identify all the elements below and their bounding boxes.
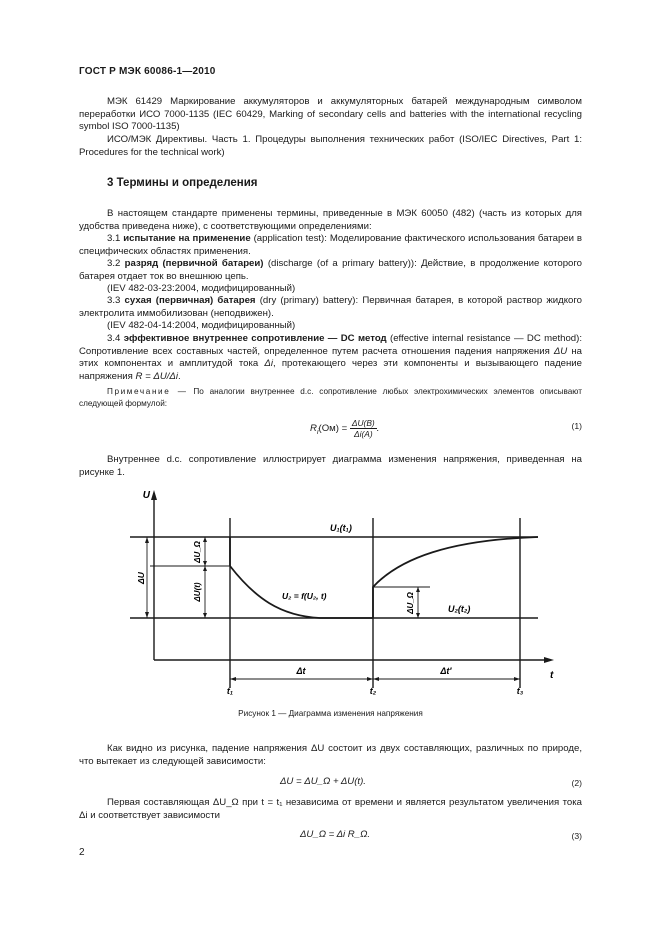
axis-y-label: U	[142, 490, 150, 501]
equation-2: ΔU = ΔU_Ω + ΔU(t).	[280, 776, 366, 787]
term-3-2-ref: (IEV 482-03-23:2004, модифицированный)	[107, 283, 296, 294]
document-header: ГОСТ Р МЭК 60086-1—2010	[79, 66, 216, 77]
note	[79, 386, 582, 410]
eq3-number: (3)	[571, 831, 582, 841]
figure-intro: Внутреннее d.c. сопротивление иллюстрирует диаграмма изменения напряжения, приведенная на рисунке 1.	[79, 454, 582, 478]
tick-t3: t₃	[516, 686, 524, 696]
equation-3: ΔU_Ω = Δi R_Ω.	[300, 829, 371, 840]
term-3-4-formula: R = ΔU/Δi	[135, 370, 178, 382]
eq1-denominator: Δi(A)	[353, 429, 373, 439]
ref-iec61429: МЭК 61429 Маркирование аккумуляторов и аккумуляторных батарей международным символом переработки ИСО 7000-1135 (IEC 60429, Marking of secondary cells and batteries with the international recycling symbol ISO 7000-1135)	[79, 96, 582, 133]
label-u2: U₂ = f(U₂, t)	[282, 591, 327, 601]
term-3-3-text: (dry (primary) battery): Первичная батарея, в которой раствор жидкого электролита иммобилизован (неподвижен).	[79, 295, 582, 319]
term-3-1	[79, 233, 582, 258]
label-duo2: ΔU_Ω	[406, 592, 415, 614]
term-3-4-di: Δi	[264, 358, 273, 370]
eq1-numerator: ΔU(B)	[351, 418, 375, 428]
term-3-4	[79, 333, 582, 383]
term-3-4-text-g: .	[178, 370, 181, 382]
after-paragraph-2: Первая составляющая ΔU_Ω при t = t₁ независима от времени и является результатом увеличения тока Δi и соответствует зависимости	[79, 797, 582, 821]
label-duo: ΔU_Ω	[193, 541, 202, 563]
term-3-2	[79, 258, 582, 283]
eq2-number: (2)	[571, 778, 582, 788]
eq1-lhs: R	[310, 423, 317, 435]
y-axis-arrow	[151, 490, 157, 500]
axis-x-label: t	[550, 670, 554, 681]
tick-t2: t₂	[369, 686, 377, 696]
label-dut: ΔU(t)	[193, 582, 202, 602]
label-dt2: Δt′	[440, 666, 452, 676]
term-3-4-text-c: на этих компонентах и амплитудой тока	[79, 345, 582, 370]
term-3-2-name: разряд (первичной батареи)	[124, 258, 264, 269]
term-3-1-name: испытание на применение	[123, 233, 251, 244]
term-3-2-text: (discharge (of a primary battery)): Действие, в продолжение которого батарея отдает ток во внешнюю цепь.	[79, 258, 583, 282]
term-3-1-text: (application test): Моделирование фактического использования батареи в специфических областях применения.	[79, 233, 582, 257]
term-3-3-name: сухая (первичная) батарея	[124, 295, 256, 306]
eq1-tail: .	[376, 423, 380, 435]
discharge-curve	[230, 537, 373, 618]
eq1-fraction	[350, 418, 377, 439]
equation-1	[310, 418, 379, 439]
section-heading: 3 Термины и определения	[107, 177, 258, 189]
term-3-3-num: 3.3	[107, 295, 121, 306]
figure-caption: Рисунок 1 — Диаграмма изменения напряжения	[238, 709, 423, 718]
eq1-lhs-sub: i	[316, 428, 319, 436]
ref-iso-directives: ИСО/МЭК Директивы. Часть 1. Процедуры выполнения технических работ (ISO/IEC Directives, Part 1: Procedures for the technical work)	[79, 134, 582, 158]
eq1-unit: (Ом) =	[318, 423, 348, 435]
x-axis-arrow	[544, 657, 554, 663]
voltage-diagram	[130, 488, 560, 698]
tick-t1: t₁	[226, 686, 234, 696]
label-u1: U₁(t₁)	[330, 523, 352, 533]
term-3-2-num: 3.2	[107, 258, 121, 269]
term-3-3	[79, 295, 582, 320]
label-du: ΔU	[136, 572, 146, 584]
page-number: 2	[79, 847, 85, 858]
term-3-1-num: 3.1	[107, 233, 121, 244]
term-3-4-num: 3.4	[107, 333, 121, 344]
after-paragraph-1: Как видно из рисунка, падение напряжения ΔU состоит из двух составляющих, различных по природе, что вытекает из следующей зависимости:	[79, 743, 582, 767]
label-dt: Δt	[296, 666, 306, 676]
term-3-4-text-a: (effective internal resistance — DC method): Сопротивление всех составных частей, определенное путем расчета отношения падения напряжения	[79, 333, 582, 357]
term-3-3-ref: (IEV 482-04-14:2004, модифицированный)	[107, 320, 296, 331]
term-3-4-du: ΔU	[553, 345, 568, 357]
term-3-4-text-e: , протекающего через эти компоненты и вызывающего падение напряжения	[79, 358, 582, 382]
note-label: Примечание —	[107, 387, 188, 396]
label-u2t2: U₂(t₂)	[448, 604, 471, 614]
eq1-number: (1)	[571, 421, 582, 431]
section-intro: В настоящем стандарте применены термины, приведенные в МЭК 60050 (482) (часть из которых для удобства приведена ниже), с соответствующими определениями:	[79, 208, 582, 232]
term-3-4-name: эффективное внутреннее сопротивление — DC метод	[123, 333, 387, 344]
note-text: По аналогии внутреннее d.c. сопротивление любых электрохимических элементов описывают следующей формулой:	[79, 387, 582, 408]
